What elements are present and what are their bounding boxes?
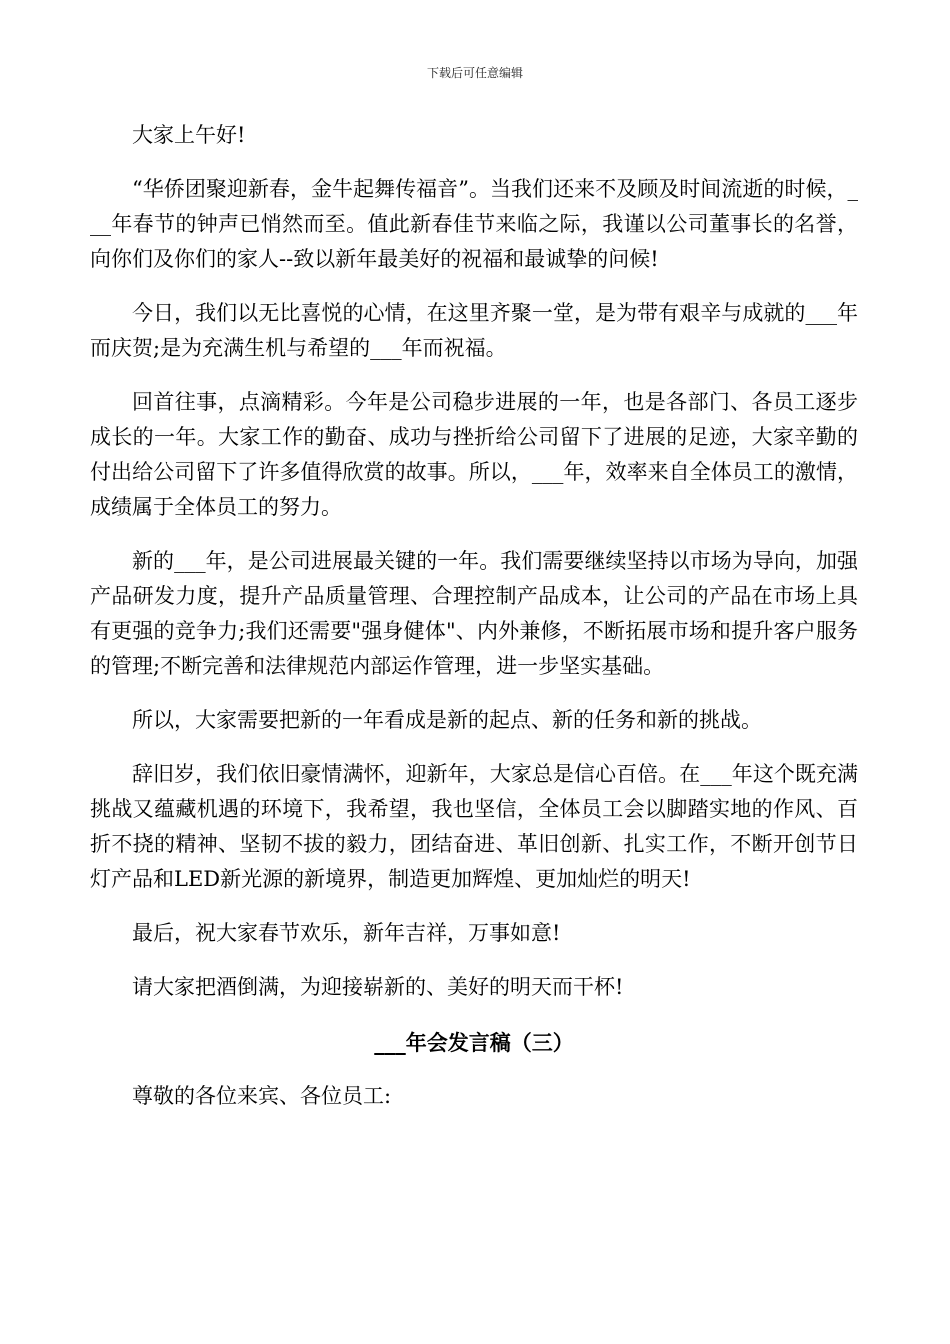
paragraph-opening: “华侨团聚迎新春，金牛起舞传福音”。当我们还来不及顾及时间流逝的时候，___年春节的钟声已悄然而至。值此新春佳节来临之际，我谨以公司董事长的名誉，向你们及你们的家人--致以新年最美好的祝福和最诚挚的问候! xyxy=(90,177,858,271)
paragraph-greeting: 大家上午好! xyxy=(132,123,246,147)
paragraph-outlook: 辞旧岁，我们依旧豪情满怀，迎新年，大家总是信心百倍。在___年这个既充满挑战又蕴藏机遇的环境下，我希望，我也坚信，全体员工会以脚踏实地的作风、百折不挠的精神、坚韧不拔的毅力，团结奋进、革旧创新、扎实工作，不断开创节日灯产品和LED新光源的新境界，制造更加辉煌、更加灿烂的明天! xyxy=(90,762,858,891)
paragraph-new-start: 所以，大家需要把新的一年看成是新的起点、新的任务和新的挑战。 xyxy=(132,708,762,732)
paragraph-new-year-plan: 新的___年，是公司进展最关键的一年。我们需要继续坚持以市场为导向，加强产品研发力度，提升产品质量管理、合理控制产品成本，让公司的产品在市场上具有更强的竞争力;我们还需要"强身健体"、内外兼修，不断拓展市场和提升客户服务的管理;不断完善和法律规范内部运作管理，进一步坚实基础。 xyxy=(90,549,858,678)
section-title: ___年会发言稿（三） xyxy=(374,1030,574,1055)
page-header: 下载后可任意编辑 xyxy=(426,66,523,80)
paragraph-toast: 请大家把酒倒满，为迎接崭新的、美好的明天而干杯! xyxy=(132,975,624,999)
document-body xyxy=(90,118,858,1133)
paragraph-celebration: 今日，我们以无比喜悦的心情，在这里齐聚一堂，是为带有艰辛与成就的___年而庆贺;是为充满生机与希望的___年而祝福。 xyxy=(90,301,858,360)
paragraph-salutation: 尊敬的各位来宾、各位员工: xyxy=(132,1084,392,1108)
paragraph-review: 回首往事，点滴精彩。今年是公司稳步进展的一年，也是各部门、各员工逐步成长的一年。大家工作的勤奋、成功与挫折给公司留下了进展的足迹，大家辛勤的付出给公司留下了许多值得欣赏的故事。所以，___年，效率来自全体员工的激情，成绩属于全体员工的努力。 xyxy=(90,390,858,519)
paragraph-wishes: 最后，祝大家春节欢乐，新年吉祥，万事如意! xyxy=(132,921,561,945)
